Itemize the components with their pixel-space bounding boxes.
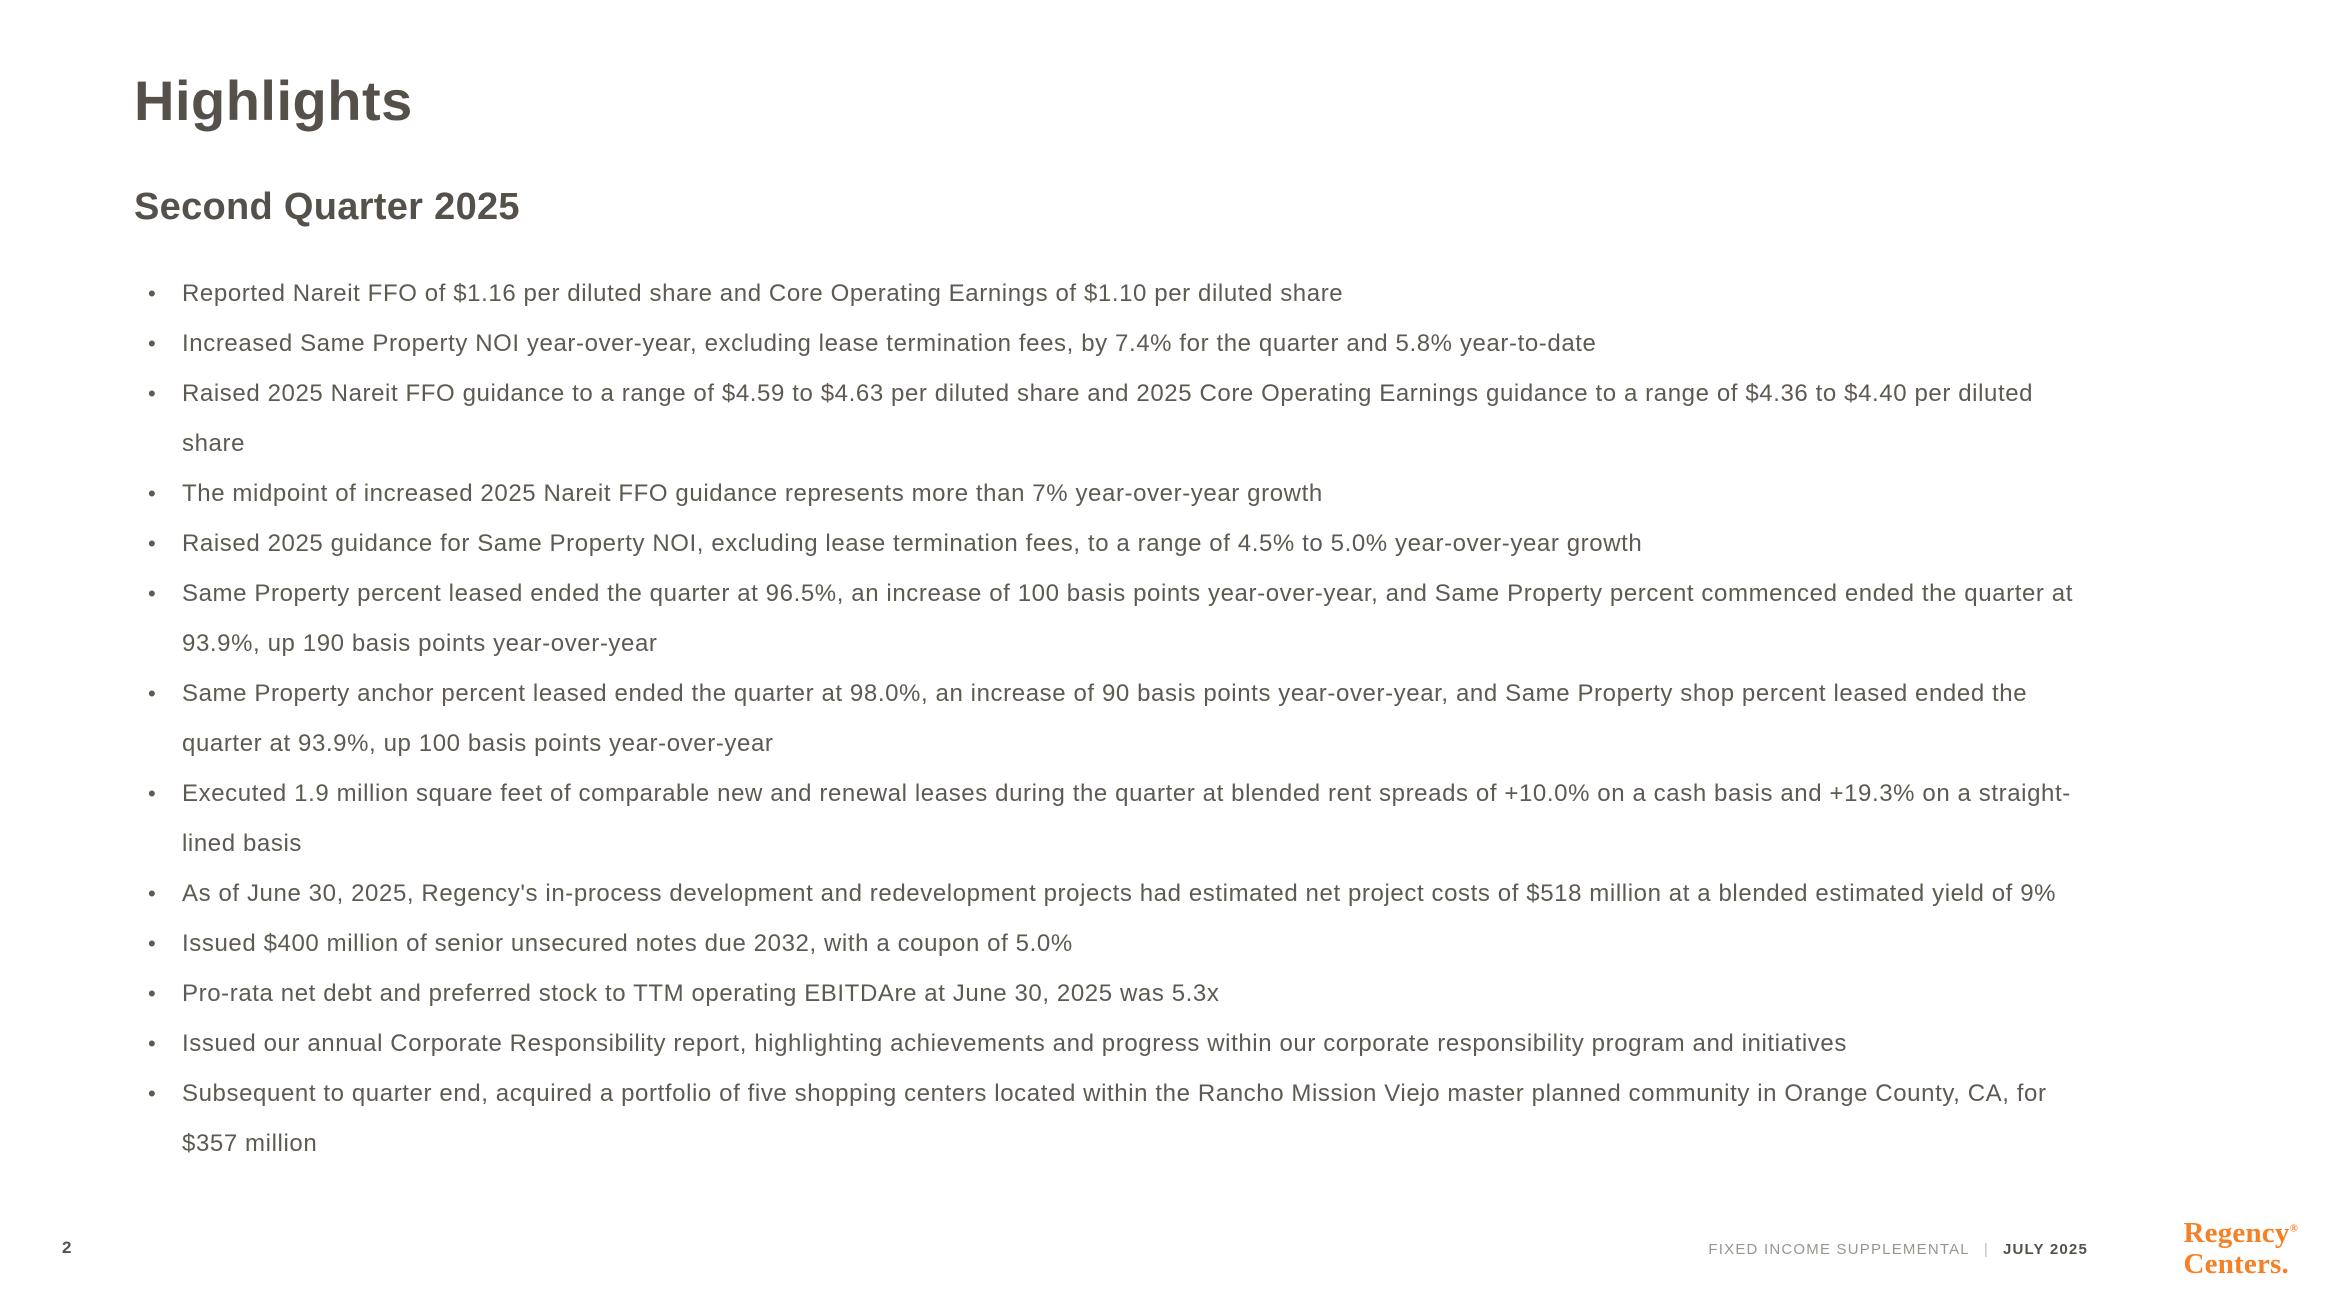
bullet-item (148, 369, 2088, 469)
highlights-list (148, 269, 2088, 1169)
bullet-item (148, 269, 2088, 319)
page-number: 2 (62, 1238, 72, 1257)
registered-trademark-icon: ® (2289, 1222, 2298, 1235)
bullet-text: • As of June 30, 2025, Regency's in-process development and redevelopment projects had estimated net project costs of $518 million at a blended estimated yield of 9% (182, 880, 2057, 908)
footer-separator: | (1983, 1241, 1989, 1258)
slide-content (134, 70, 2160, 1169)
bullet-item (148, 569, 2088, 669)
bullet-text: • Same Property percent leased ended the quarter at 96.5%, an increase of 100 basis points year-over-year, and Same Property percent commenced ended the quarter at 93.9%, up 190 basis points year-over-year (182, 580, 2073, 658)
footer-doc-label: FIXED INCOME SUPPLEMENTAL (1708, 1241, 1970, 1258)
bullet-text: • Pro-rata net debt and preferred stock to TTM operating EBITDAre at June 30, 2025 was 5.3x (182, 980, 1220, 1008)
footer-date-label: JULY 2025 (2002, 1241, 2088, 1258)
page-title: Highlights (134, 69, 413, 132)
bullet-item (148, 319, 2088, 369)
bullet-item (148, 919, 2088, 969)
regency-centers-logo (2183, 1218, 2298, 1280)
bullet-text: • Reported Nareit FFO of $1.16 per diluted share and Core Operating Earnings of $1.10 per diluted share (182, 280, 1344, 308)
bullet-item (148, 469, 2088, 519)
bullet-text: • Executed 1.9 million square feet of comparable new and renewal leases during the quarter at blended rent spreads of +10.0% on a cash basis and +19.3% on a straight-lined basis (182, 780, 2071, 858)
bullet-item (148, 669, 2088, 769)
bullet-text: • Raised 2025 guidance for Same Property NOI, excluding lease termination fees, to a range of 4.5% to 5.0% year-over-year growth (182, 530, 1643, 558)
bullet-text: • Issued our annual Corporate Responsibility report, highlighting achievements and progress within our corporate responsibility program and initiatives (182, 1030, 1847, 1058)
bullet-text: • Increased Same Property NOI year-over-year, excluding lease termination fees, by 7.4% for the quarter and 5.8% year-to-date (182, 330, 1597, 358)
bullet-text: • The midpoint of increased 2025 Nareit FFO guidance represents more than 7% year-over-year growth (182, 480, 1323, 508)
bullet-item (148, 969, 2088, 1019)
logo-line-1 (2183, 1218, 2298, 1249)
bullet-text: • Raised 2025 Nareit FFO guidance to a range of $4.59 to $4.63 per diluted share and 2025 Core Operating Earnings guidance to a range of $4.36 to $4.40 per diluted share (182, 380, 2034, 458)
logo-line-2: Centers. (2183, 1248, 2289, 1280)
logo-text-regency: Regency (2183, 1217, 2290, 1249)
bullet-text: • Issued $400 million of senior unsecured notes due 2032, with a coupon of 5.0% (182, 930, 1073, 958)
footer-meta (1708, 1241, 2088, 1258)
bullet-item (148, 1069, 2088, 1169)
bullet-item (148, 769, 2088, 869)
bullet-item (148, 1019, 2088, 1069)
page-subtitle: Second Quarter 2025 (134, 185, 520, 228)
bullet-item (148, 869, 2088, 919)
bullet-item (148, 519, 2088, 569)
bullet-text: • Same Property anchor percent leased ended the quarter at 98.0%, an increase of 90 basis points year-over-year, and Same Property shop percent leased ended the quarter at 93.9%, up 100 basis points year-over-year (182, 680, 2028, 758)
bullet-text: • Subsequent to quarter end, acquired a portfolio of five shopping centers located within the Rancho Mission Viejo master planned community in Orange County, CA, for $357 million (182, 1080, 2047, 1158)
